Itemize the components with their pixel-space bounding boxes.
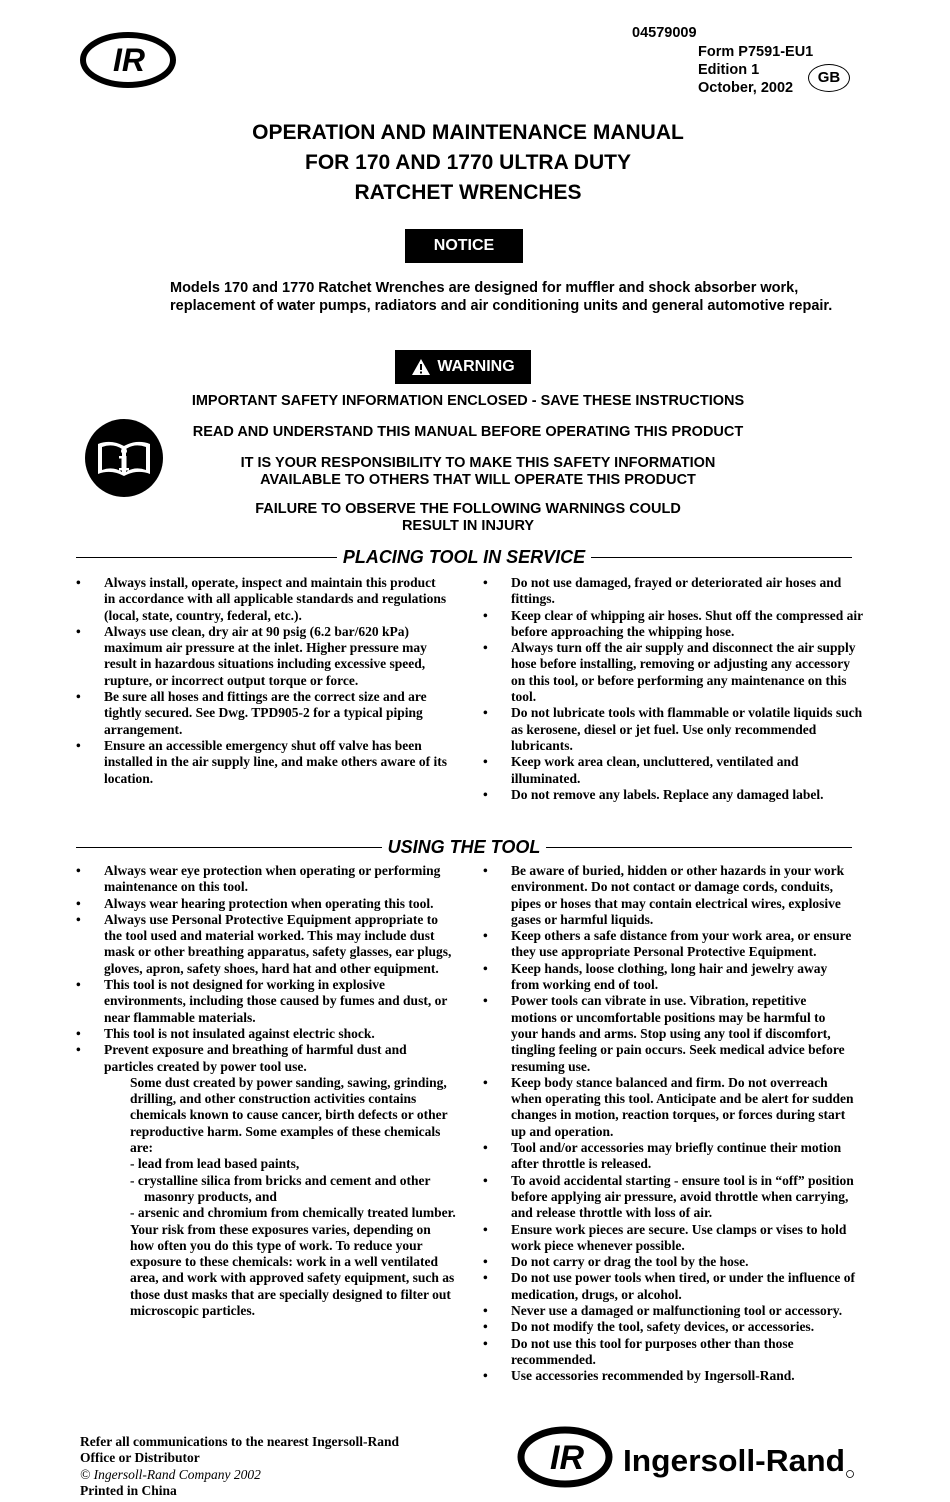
edition: Edition 1 [698, 62, 760, 78]
ir-logo-text: IR [550, 1439, 584, 1477]
placing-left-list [76, 575, 448, 787]
warning-label-text: WARNING [437, 358, 515, 375]
list-item: • Keep clear of whipping air hoses. Shut off the compressed air before approaching the whipping hose. [483, 608, 863, 641]
printed-in: Printed in China [80, 1482, 177, 1498]
list-item: • Keep others a safe distance from your work area, or ensure they use appropriate Personal Protective Equipment. [483, 928, 855, 961]
list-item: • This tool is not insulated against electric shock. [76, 1026, 456, 1042]
notice-text: Models 170 and 1770 Ratchet Wrenches are designed for muffler and shock absorber work, replacement of water pumps, radiators and air conditioning units and general automotive repair. [170, 280, 833, 314]
list-item: • Be sure all hoses and fittings are the correct size and are tightly secured. See Dwg. TPD905-2 for a typical piping arrangement. [76, 689, 448, 738]
notice-label: NOTICE [405, 229, 523, 263]
chemical-item: - crystalline silica from bricks and cement and other masonry products, and [130, 1172, 431, 1204]
ir-logo-text: IR [113, 42, 145, 78]
ingersoll-rand-logo [517, 1424, 857, 1490]
divider [76, 847, 382, 848]
warning-line-4a: FAILURE TO OBSERVE THE FOLLOWING WARNINGS COULD [255, 501, 681, 517]
title-line-1: OPERATION AND MAINTENANCE MANUAL [252, 121, 684, 144]
footer-contact-line-1: Refer all communications to the nearest Ingersoll-Rand [80, 1434, 399, 1449]
language-badge: GB [808, 64, 850, 92]
list-item: • Ensure an accessible emergency shut off valve has been installed in the air supply line, and make others aware of its location. [76, 738, 448, 787]
list-item: • Do not remove any labels. Replace any damaged label. [483, 787, 863, 803]
section-heading-using [76, 836, 852, 858]
list-item: • Always use Personal Protective Equipment appropriate to the tool used and material worked. This may include dust mask or other breathing apparatus, safety glasses, ear plugs, gloves, apron, safety shoes, hard hat and other equipment. [76, 912, 456, 977]
chemical-item: - arsenic and chromium from chemically treated lumber. [130, 1205, 456, 1221]
copyright: © Ingersoll-Rand Company 2002 [80, 1466, 261, 1482]
list-item: • Do not modify the tool, safety devices, or accessories. [483, 1319, 855, 1335]
list-item: • Prevent exposure and breathing of harmful dust and particles created by power tool use. [76, 1042, 456, 1075]
using-left-list [76, 863, 456, 1319]
divider [591, 557, 852, 558]
doc-number: 04579009 [632, 25, 697, 41]
list-item: • Keep work area clean, uncluttered, ventilated and illuminated. [483, 754, 863, 787]
list-item: • Do not carry or drag the tool by the hose. [483, 1254, 855, 1270]
chemical-item: - lead from lead based paints, [130, 1156, 300, 1172]
warning-line-4b: RESULT IN INJURY [401, 517, 535, 534]
list-item: • Power tools can vibrate in use. Vibration, repetitive motions or uncomfortable positions may be harmful to your hands and arms. Stop using any tool if discomfort, tingling feeling or pain occurs. Seek medical advice before resuming use. [483, 993, 855, 1074]
list-item: • Always install, operate, inspect and maintain this product in accordance with all applicable standards and regulations (local, state, country, federal, etc.). [76, 575, 448, 624]
list-item: • Do not use damaged, frayed or deteriorated air hoses and fittings. [483, 575, 863, 608]
registered-mark-icon [847, 1471, 854, 1478]
read-manual-icon [84, 418, 164, 498]
list-item: • Be aware of buried, hidden or other hazards in your work environment. Do not contact or damage cords, conduits, pipes or hoses that may contain electrical wires, explosive gases or harmful liquids. [483, 863, 855, 928]
list-item: • Ensure work pieces are secure. Use clamps or vises to hold work piece whenever possible. [483, 1222, 855, 1255]
dust-paragraph-1: Some dust created by power sanding, sawing, grinding, drilling, and other construction activities contains chemicals known to cause cancer, birth defects or other reproductive harm. Some examples of these chemicals are: [130, 1074, 448, 1156]
list-item: • Always wear hearing protection when operating this tool. [76, 896, 456, 912]
section-title: USING THE TOOL [387, 836, 541, 857]
title-line-2: FOR 170 AND 1770 ULTRA DUTY [305, 151, 631, 174]
placing-right-list [483, 575, 863, 803]
warning-line-3b: AVAILABLE TO OTHERS THAT WILL OPERATE THIS PRODUCT [260, 471, 696, 488]
list-item: • Always turn off the air supply and disconnect the air supply hose before installing, removing or adjusting any accessory on this tool, or before performing any maintenance on this tool. [483, 640, 863, 705]
divider [76, 557, 337, 558]
page-title [0, 118, 936, 208]
form-number: Form P7591-EU1 [698, 44, 814, 60]
warning-line-1: IMPORTANT SAFETY INFORMATION ENCLOSED - SAVE THESE INSTRUCTIONS [191, 393, 745, 409]
section-title: PLACING TOOL IN SERVICE [342, 546, 586, 567]
list-item: • Do not use power tools when tired, or under the influence of medication, drugs, or alcohol. [483, 1270, 855, 1303]
using-right-list [483, 863, 855, 1385]
section-heading-placing [76, 546, 852, 568]
ir-logo [78, 30, 178, 90]
brand-name: Ingersoll-Rand [623, 1443, 845, 1478]
list-item: • Use accessories recommended by Ingersoll-Rand. [483, 1368, 855, 1384]
warning-line-3a: IT IS YOUR RESPONSIBILITY TO MAKE THIS SAFETY INFORMATION [240, 455, 716, 471]
dust-paragraph-2: Your risk from these exposures varies, depending on how often you do this type of work. To reduce your exposure to these chemicals: work in a well ventilated area, and work with approved safety equipment, such as those dust masks that are specially designed to filter out microscopic particles. [130, 1221, 455, 1319]
footer [80, 1434, 399, 1499]
footer-contact-line-2: Office or Distributor [80, 1450, 200, 1466]
date: October, 2002 [698, 80, 794, 96]
title-line-3: RATCHET WRENCHES [354, 181, 582, 204]
warning-line-4 [0, 501, 936, 534]
list-item: • Tool and/or accessories may briefly continue their motion after throttle is released. [483, 1140, 855, 1173]
warning-triangle-icon [411, 358, 431, 376]
list-item: • Keep hands, loose clothing, long hair and jewelry away from working end of tool. [483, 961, 855, 994]
list-item: • Do not use this tool for purposes other than those recommended. [483, 1336, 855, 1369]
divider [546, 847, 852, 848]
document-meta [632, 24, 813, 97]
list-item: • This tool is not designed for working in explosive environments, including those caused by fumes and dust, or near flammable materials. [76, 977, 456, 1026]
list-item: • To avoid accidental starting - ensure tool is in “off” position before applying air pressure, avoid throttle when carrying, and release throttle with loss of air. [483, 1173, 855, 1222]
list-item: • Always use clean, dry air at 90 psig (6.2 bar/620 kPa) maximum air pressure at the inlet. Higher pressure may result in hazardous situations including excessive speed, rupture, or incorrect output torque or force. [76, 624, 448, 689]
list-item: • Keep body stance balanced and firm. Do not overreach when operating this tool. Anticipate and be alert for sudden changes in motion, reaction torques, or forces during start up and operation. [483, 1075, 855, 1140]
list-item: • Never use a damaged or malfunctioning tool or accessory. [483, 1303, 855, 1319]
list-item: • Do not lubricate tools with flammable or volatile liquids such as kerosene, diesel or jet fuel. Use only recommended lubricants. [483, 705, 863, 754]
list-item: • Always wear eye protection when operating or performing maintenance on this tool. [76, 863, 456, 896]
warning-line-2: READ AND UNDERSTAND THIS MANUAL BEFORE OPERATING THIS PRODUCT [192, 424, 744, 440]
warning-label [395, 350, 531, 384]
